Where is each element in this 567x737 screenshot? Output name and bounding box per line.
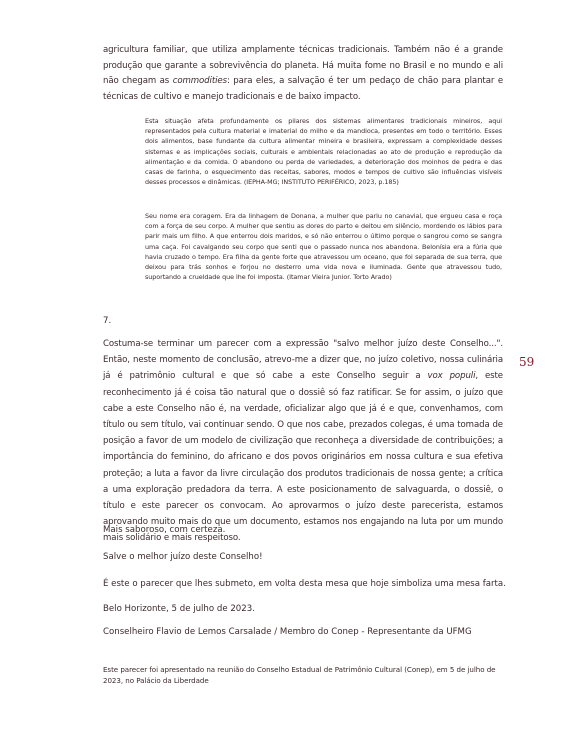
block-quote-iepha <box>145 116 502 187</box>
conclusion-text-emphasis: vox populi <box>427 371 476 382</box>
closing-line-mesa: É este o parecer que lhes submeto, em volta desta mesa que hoje simboliza uma mesa farta. <box>103 579 506 589</box>
closing-line-saboroso: Mais saboroso, com certeza. <box>103 525 226 535</box>
quote-torto-arado-text: Seu nome era coragem. Era da linhagem de Donana, a mulher que pariu no canavial, que ergueu casa e roça com a força de seu corpo. A mulher que sentiu as dores do parto e deitou em silêncio, mordendo os lábios para parir mais um filho. A que enterrou dois maridos, e só não enterrou o último porque o sangrou como se sangra uma caça. Foi cavalgando seu corpo que senti que o passado nunca nos abandona. Belonísia era a fúria que havia cruzado o tempo. Era filha da gente forte que atravessou um oceano, que foi separada de sua terra, que deixou para trás sonhos e forjou no desterro uma vida nova e iluminada. Gente que atravessou tudo, suportando a crueldade que lhe foi imposta. (Itamar Vieira Junior. Torto Arado) <box>145 212 502 282</box>
closing-line-salve: Salve o melhor juízo deste Conselho! <box>103 552 263 562</box>
intro-text-b: : para eles, a salvação é ter um pedaço de chão para plantar e técnicas de cultivo e manejo tradicionais e de baixo impacto. <box>103 76 504 102</box>
presentation-note: Este parecer foi apresentado na reunião do Conselho Estadual de Patrimônio Cultural (Conep), em 5 de julho de 2023, no Palácio da Liberdade <box>103 665 496 685</box>
conclusion-text-b: , este reconhecimento já é coisa tão natural que o dossiê só faz ratificar. Se for assim, o juízo que cabe a este Conselho não é, na verdade, oficializar algo que já é e que, convenhamos, com título ou sem título, vai continuar sendo. O que nos cabe, prezados colegas, é uma tomada de posição a favor de um modelo de civilização que reconheça a diversidade de contribuições; a importância do feminino, do africano e dos povos originários em nossa cultura e sua efetiva proteção; a luta a favor da livre circulação dos produtos tradicionais de nossa gente; a crítica a uma exploração predadora da terra. A este posicionamento de salvaguarda, o dossiê, o título e este parecer os convocam. Ao aprovarmos o juízo deste parecerista, estamos aprovando muito mais do que um documento, estamos nos engajando na luta por um mundo mais solidário e mais respeitoso. <box>103 371 503 544</box>
conclusion-text-a: Costuma-se terminar um parecer com a expressão "salvo melhor juízo deste Conselho...". Então, neste momento de conclusão, atrevo-me a dizer que, no juízo coletivo, nossa culinária já é patrimônio cultural e que só cabe a este Conselho seguir a <box>103 339 503 382</box>
page-number: 59 <box>519 355 535 369</box>
intro-text-emphasis: commodities <box>172 76 227 86</box>
conclusion-paragraph <box>103 336 503 547</box>
signature: Conselheiro Flavio de Lemos Carsalade / Membro do Conep - Representante da UFMG <box>103 627 472 637</box>
date-place: Belo Horizonte, 5 de julho de 2023. <box>103 604 255 614</box>
intro-text-a: agricultura familiar, que utiliza amplamente técnicas tradicionais. Também não é a grande produção que garante a sobrevivência do planeta. Há muita fome no Brasil e no mundo e ali não chegam as <box>103 45 503 86</box>
intro-paragraph <box>103 43 503 105</box>
block-quote-torto-arado <box>145 211 502 282</box>
section-number: 7. <box>103 316 112 326</box>
quote-iepha-text: Esta situação afeta profundamente os pilares dos sistemas alimentares tradicionais mineiros, aqui representados pela cultura material e imaterial do milho e da mandioca, presentes em todo o território. Esses dois alimentos, base fundante da cultura alimentar mineira e brasileira, expressam a complexidade desses sistemas e as implicações sociais, culturais e ambientais relacionadas ao ato de produção e reprodução da alimentação e da comida. O abandono ou perda de variedades, a deterioração dos moinhos de pedra e das casas de farinha, o esquecimento das receitas, sabores, modos e tempos de cultivo são influências visíveis desses processos e dinâmicas. (IEPHA-MG; INSTITUTO PERIFÉRICO, 2023, p.185) <box>145 117 502 187</box>
